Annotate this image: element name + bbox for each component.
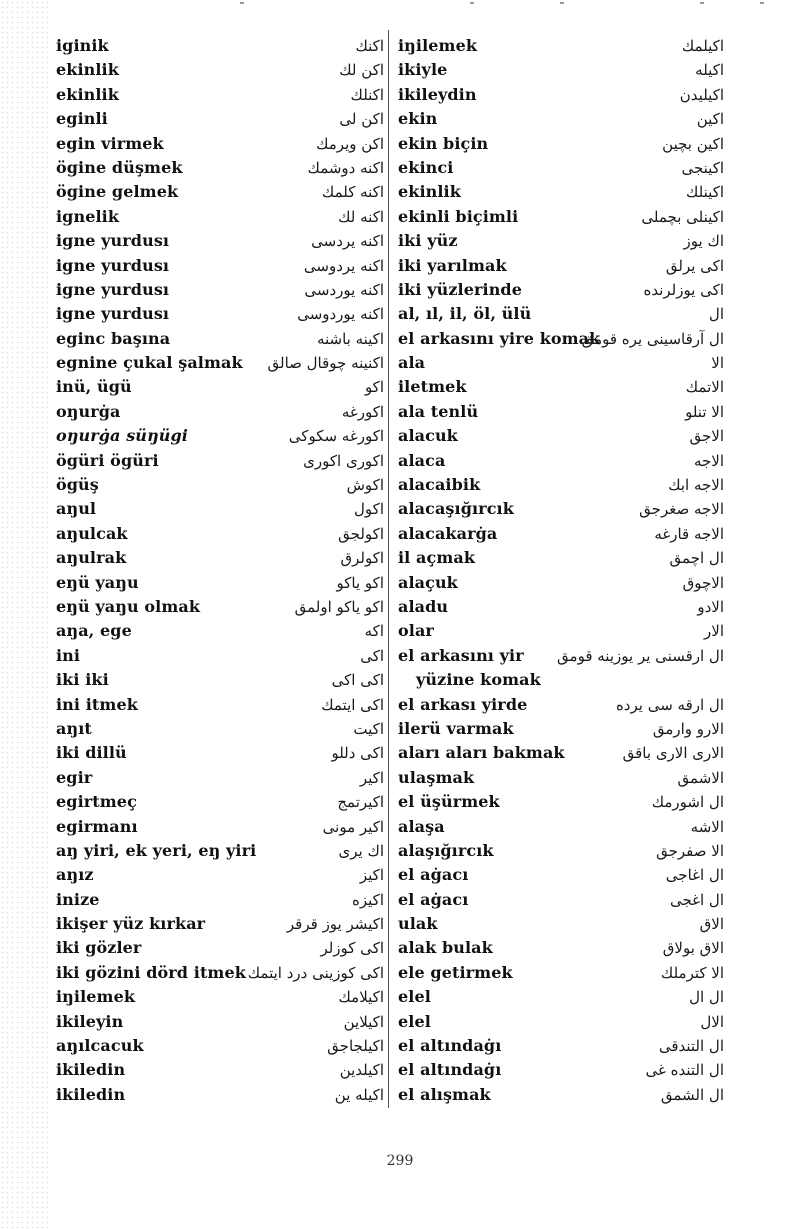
dictionary-entry [398,790,724,814]
dictionary-entry [398,1034,724,1058]
entry-ottoman-script: اكيليدن [679,85,724,104]
dictionary-entry [398,278,724,302]
entry-transliteration: el altındaġı [398,1036,502,1056]
page-number: 299 [386,1153,414,1169]
dictionary-entry [398,473,724,497]
entry-ottoman-script: ال الشمق [660,1085,724,1104]
entry-ottoman-script: ال اچمق [669,549,724,568]
entry-transliteration: alaca [398,450,446,470]
dictionary-entry [56,522,384,546]
entry-ottoman-script: اكى كوزينى درد ايتمك [247,963,384,982]
entry-ottoman-script: اكين بچين [662,134,724,153]
page-edge-texture [0,0,48,1229]
entry-transliteration: inü, ügü [56,377,132,397]
dictionary-entry [56,1010,384,1034]
entry-ottoman-script: الار [704,622,724,641]
dictionary-entry [398,327,724,351]
entry-ottoman-script: اكى ايتمك [321,695,384,714]
entry-ottoman-script: اكى كوزلر [320,939,384,958]
dictionary-entry [56,473,384,497]
entry-transliteration: ala [398,353,426,373]
entry-ottoman-script: الاجه قارغه [654,524,724,543]
entry-transliteration: iletmek [398,377,467,397]
entry-transliteration: el altındaġı [398,1060,502,1080]
dictionary-entry [398,839,724,863]
entry-transliteration: iki gözini dörd itmek [56,962,246,982]
entry-transliteration: iki yüzlerinde [398,279,522,299]
entry-transliteration: elel [398,987,431,1007]
dictionary-entry [398,619,724,643]
dictionary-entry [398,180,724,204]
entry-transliteration: al, ıl, il, öl, ülü [398,304,532,324]
left-column [56,34,384,1107]
dictionary-entry [398,1010,724,1034]
entry-ottoman-script: اك يوز [683,232,724,251]
entry-transliteration: alacaibik [398,475,481,495]
entry-ottoman-script: الاچوق [682,573,724,592]
entry-transliteration: ekinlik [398,182,461,202]
entry-ottoman-script: ال ال [689,988,724,1007]
dictionary-entry [56,424,384,448]
entry-ottoman-script: اكولرق [340,549,384,568]
entry-ottoman-script: ال اغاجى [665,866,724,885]
entry-transliteration: ögine gelmek [56,182,179,202]
entry-transliteration: ikileyin [56,1011,124,1031]
entry-transliteration: el alışmak [398,1084,491,1104]
entry-ottoman-script: اكى يرلق [665,256,724,275]
entry-ottoman-script: اكينجى [681,158,724,177]
entry-ottoman-script: اكنه يوردوسى [297,305,384,324]
entry-transliteration: aları aları bakmak [398,743,565,763]
dictionary-entry [398,229,724,253]
dictionary-entry [398,132,724,156]
entry-ottoman-script: الا [711,354,724,373]
dictionary-entry [56,961,384,985]
entry-ottoman-script: ال التنده غى [645,1061,724,1080]
entry-transliteration: ögüri ögüri [56,450,159,470]
dictionary-entry [398,497,724,521]
dictionary-entry [398,107,724,131]
entry-transliteration: il açmak [398,548,476,568]
entry-ottoman-script: ال التندقى [658,1037,724,1056]
entry-transliteration: iki iki [56,670,109,690]
dictionary-entry [398,668,724,692]
entry-transliteration: ikişer yüz kırkar [56,914,206,934]
entry-transliteration: alacakarġa [398,523,498,543]
entry-ottoman-script: ال اغجى [669,890,724,909]
dictionary-entry [398,766,724,790]
dictionary-entry [56,839,384,863]
entry-ottoman-script: ال ارقسنى ير يوزينه قومق [557,646,724,665]
dictionary-entry [56,400,384,424]
entry-ottoman-script: الاجق [689,427,724,446]
entry-transliteration: iki yüz [398,231,458,251]
entry-ottoman-script: اكيلدين [339,1061,384,1080]
entry-ottoman-script: اكيله [695,61,724,80]
entry-transliteration: aŋılcacuk [56,1036,144,1056]
entry-transliteration: ekin [398,109,438,129]
entry-ottoman-script: اكو ياكو [336,573,384,592]
top-scan-marks [0,2,800,12]
entry-ottoman-script: اكينلك [686,183,724,202]
entry-transliteration: egin virmek [56,133,164,153]
dictionary-entry [56,595,384,619]
dictionary-entry [56,766,384,790]
entry-transliteration: eŋü yaŋu [56,572,139,592]
entry-transliteration: aŋ yiri, ek yeri, eŋ yiri [56,840,257,860]
entry-ottoman-script: الا تنلو [685,402,724,421]
dictionary-entry [56,717,384,741]
dictionary-entry [398,375,724,399]
entry-ottoman-script: الاشمق [677,768,724,787]
entry-ottoman-script: اكيرتمج [337,793,384,812]
entry-ottoman-script: اكنه يوردسى [304,280,384,299]
entry-ottoman-script: اكيز [359,866,384,885]
dictionary-entry [56,644,384,668]
entry-ottoman-script: اكى دللو [331,744,384,763]
dictionary-entry [56,132,384,156]
entry-ottoman-script: اكيلجاجق [327,1037,384,1056]
entry-transliteration: yüzine komak [416,670,541,690]
entry-transliteration: egirmanı [56,816,138,836]
entry-transliteration: el üşürmek [398,792,500,812]
dictionary-entry [56,815,384,839]
dictionary-entry [398,1058,724,1082]
dictionary-entry [398,449,724,473]
entry-ottoman-script: اكينلى بچملى [641,207,724,226]
entry-transliteration: ekin biçin [398,133,489,153]
column-divider [388,30,389,1108]
entry-ottoman-script: اكول [354,500,384,519]
entry-transliteration: aŋıt [56,718,92,738]
dictionary-entry [56,278,384,302]
entry-ottoman-script: اكيله ين [334,1085,384,1104]
entry-transliteration: alacuk [398,426,458,446]
dictionary-entry [56,985,384,1009]
entry-ottoman-script: اكنينه چوقال صالق [267,354,384,373]
dictionary-entry [398,741,724,765]
entry-ottoman-script: اكو [364,378,384,397]
dictionary-entry [56,546,384,570]
entry-ottoman-script: الاجه صغرجق [639,500,724,519]
dictionary-entry [398,351,724,375]
dictionary-entry [56,1083,384,1107]
dictionary-entry [398,1083,724,1107]
entry-transliteration: ala tenlü [398,401,479,421]
entry-transliteration: iginik [56,36,109,55]
entry-transliteration: el aġacı [398,865,469,885]
entry-transliteration: ekinlik [56,84,119,104]
entry-transliteration: aladu [398,596,449,616]
entry-transliteration: ele getirmek [398,962,513,982]
dictionary-entry [56,497,384,521]
entry-ottoman-script: اكينه باشنه [316,329,384,348]
entry-ottoman-script: اكورى اكورى [303,451,384,470]
dictionary-entry [56,302,384,326]
entry-transliteration: ekinci [398,157,454,177]
dictionary-entry [398,34,724,58]
entry-transliteration: ögine düşmek [56,157,183,177]
entry-ottoman-script: اكنه يردسى [311,232,384,251]
dictionary-entry [56,58,384,82]
dictionary-entry [398,717,724,741]
entry-ottoman-script: اكو ياكو اولمق [294,597,384,616]
dictionary-entry [56,693,384,717]
entry-ottoman-script: اكى [360,646,384,665]
dictionary-entry [56,107,384,131]
entry-transliteration: inize [56,889,100,909]
entry-transliteration: el arkasını yir [398,645,524,665]
entry-ottoman-script: الاتمك [685,378,724,397]
entry-transliteration: eginli [56,109,108,129]
entry-ottoman-script: الاق [699,915,724,934]
entry-transliteration: aŋul [56,499,97,519]
entry-ottoman-script: الاجه ابك [668,476,724,495]
entry-transliteration: el arkası yirde [398,694,528,714]
entry-transliteration: ögüş [56,475,99,495]
entry-ottoman-script: اكنه يردوسى [303,256,384,275]
entry-ottoman-script: اكيلامك [338,988,384,1007]
entry-transliteration: ekinlik [56,60,119,80]
entry-ottoman-script: اكيت [353,719,384,738]
dictionary-entry [398,254,724,278]
entry-transliteration: olar [398,621,434,641]
dictionary-entry [56,351,384,375]
entry-transliteration: igne yurdusı [56,231,170,251]
dictionary-entry [56,863,384,887]
entry-ottoman-script: اكنه دوشمك [307,158,384,177]
dictionary-entry [398,644,724,668]
dictionary-entry [56,205,384,229]
entry-ottoman-script: اكن لى [339,110,384,129]
dictionary-entry [398,985,724,1009]
dictionary-entry [398,863,724,887]
entry-ottoman-script: اكن ويرمك [316,134,384,153]
entry-ottoman-script: اكيزه [352,890,384,909]
entry-transliteration: elel [398,1011,431,1031]
entry-ottoman-script: اكى يوزلرنده [643,280,724,299]
entry-ottoman-script: اكين [696,110,724,129]
entry-ottoman-script: اكيشر يوز قرقر [286,915,384,934]
dictionary-entry [398,302,724,326]
dictionary-entry [398,156,724,180]
dictionary-entry [398,888,724,912]
entry-transliteration: aŋa, ege [56,621,132,641]
entry-transliteration: iki yarılmak [398,255,507,275]
entry-ottoman-script: اكى اكى [331,671,384,690]
dictionary-entry [398,58,724,82]
dictionary-entry [56,83,384,107]
entry-transliteration: egnine çukal şalmak [56,353,243,373]
entry-ottoman-script: ال [708,305,724,324]
entry-transliteration: alaşa [398,816,445,836]
dictionary-entry [56,229,384,253]
entry-ottoman-script: اكنك [355,37,384,55]
entry-transliteration: iki gözler [56,938,142,958]
dictionary-entry [398,424,724,448]
dictionary-entry [56,668,384,692]
entry-transliteration: egirtmeç [56,792,137,812]
dictionary-entry [56,1058,384,1082]
entry-ottoman-script: اكير مونى [322,817,384,836]
entry-transliteration: oŋurġa [56,401,121,421]
dictionary-entry [398,815,724,839]
entry-transliteration: ignelik [56,206,120,226]
entry-ottoman-script: اكير [359,768,384,787]
entry-ottoman-script: الا صفرجق [656,841,724,860]
entry-ottoman-script: اكيلمك [681,37,724,55]
entry-ottoman-script: الاق بولاق [662,939,724,958]
entry-transliteration: ikileydin [398,84,477,104]
dictionary-entry [398,912,724,936]
entry-ottoman-script: اكه [364,622,384,641]
right-column [398,34,724,1107]
entry-transliteration: ikiledin [56,1060,126,1080]
entry-ottoman-script: الارو وارمق [652,719,724,738]
entry-transliteration: alaşığırcık [398,840,494,860]
dictionary-entry [56,888,384,912]
entry-transliteration: el aġacı [398,889,469,909]
dictionary-entry [56,1034,384,1058]
dictionary-entry [56,619,384,643]
dictionary-entry [56,912,384,936]
dictionary-entry [398,400,724,424]
entry-transliteration: igne yurdusı [56,304,170,324]
entry-transliteration: ulaşmak [398,767,475,787]
dictionary-entry [398,546,724,570]
entry-ottoman-script: الاشه [690,817,724,836]
entry-transliteration: ini itmek [56,694,138,714]
entry-transliteration: iŋilemek [398,36,478,55]
entry-transliteration: egir [56,767,93,787]
entry-transliteration: iki dillü [56,743,127,763]
entry-ottoman-script: اكنلك [350,85,384,104]
dictionary-entry [398,205,724,229]
dictionary-entry [56,180,384,204]
dictionary-entry [398,961,724,985]
entry-ottoman-script: الال [700,1012,724,1031]
dictionary-entry [56,741,384,765]
entry-ottoman-script: اك يرى [338,841,384,860]
entry-ottoman-script: اكنه لك [338,207,384,226]
entry-transliteration: iŋilemek [56,987,136,1007]
entry-transliteration: alaçuk [398,572,458,592]
dictionary-entry [398,936,724,960]
entry-transliteration: aŋız [56,865,94,885]
entry-ottoman-script: الا كترملك [660,963,724,982]
entry-ottoman-script: الادو [697,597,724,616]
entry-transliteration: ikiyle [398,60,448,80]
entry-ottoman-script: ال ارقه سى يرده [615,695,724,714]
entry-ottoman-script: اكن لك [339,61,384,80]
entry-transliteration: aŋulrak [56,548,127,568]
entry-ottoman-script: اكيلاين [343,1012,384,1031]
entry-ottoman-script: اكوش [346,476,384,495]
dictionary-entry [56,254,384,278]
entry-ottoman-script: ال آرقاسينى يره قومق [581,329,724,348]
dictionary-entry [398,83,724,107]
dictionary-entry [398,595,724,619]
entry-transliteration: ekinli biçimli [398,206,519,226]
entry-transliteration: ulak [398,914,438,934]
entry-transliteration: ilerü varmak [398,718,514,738]
entry-transliteration: oŋurġa süŋügi [56,426,188,446]
entry-transliteration: aŋulcak [56,523,128,543]
dictionary-entry [56,571,384,595]
dictionary-entry [56,327,384,351]
dictionary-entry [398,571,724,595]
entry-ottoman-script: ال اشورمك [651,793,724,812]
entry-ottoman-script: الاجه [693,451,724,470]
entry-transliteration: ikiledin [56,1084,126,1104]
entry-transliteration: eginc başına [56,328,171,348]
dictionary-entry [56,34,384,58]
entry-ottoman-script: اكنه كلمك [321,183,384,202]
entry-ottoman-script: اكولجق [338,524,384,543]
dictionary-entry [56,936,384,960]
entry-transliteration: el arkasını yire komak [398,328,601,348]
entry-transliteration: eŋü yaŋu olmak [56,596,201,616]
dictionary-entry [398,522,724,546]
dictionary-entry [56,375,384,399]
dictionary-entry [398,693,724,717]
entry-transliteration: igne yurdusı [56,255,170,275]
entry-transliteration: alacaşığırcık [398,499,514,519]
entry-transliteration: ini [56,645,81,665]
dictionary-entry [56,449,384,473]
entry-ottoman-script: الارى الارى باقق [622,744,724,763]
entry-ottoman-script: اكورغه [341,402,384,421]
entry-ottoman-script: اكورغه سكوكى [288,427,384,446]
entry-transliteration: alak bulak [398,938,493,958]
dictionary-entry [56,156,384,180]
entry-transliteration: igne yurdusı [56,279,170,299]
dictionary-entry [56,790,384,814]
